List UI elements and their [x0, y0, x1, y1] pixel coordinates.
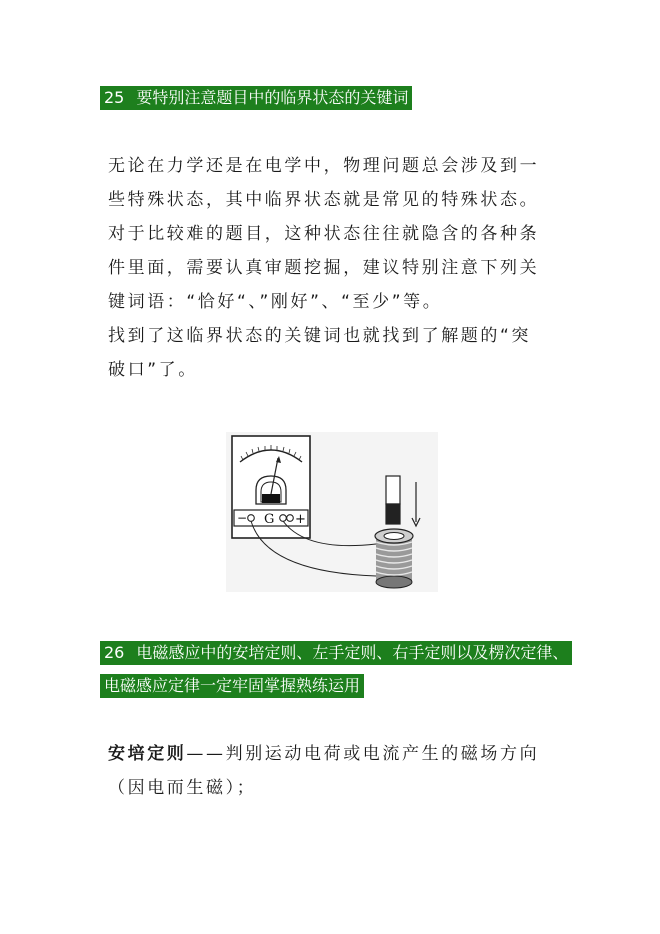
meter-magnet-block — [262, 494, 280, 503]
bar-magnet-top — [386, 476, 400, 504]
rule-line-2: （因电而生磁）； — [108, 778, 257, 798]
plus-label: + — [295, 512, 306, 527]
paragraph-line: 破口”了。 — [108, 360, 198, 380]
paragraph-line: 对于比较难的题目，这种状态往往就隐含的各种条 — [108, 224, 540, 244]
section-26-paragraph — [108, 737, 578, 805]
plus-terminal-left — [280, 515, 287, 522]
section-25-paragraph — [108, 149, 578, 387]
bar-magnet-bottom — [386, 504, 400, 524]
paragraph-line: 键词语：“恰好“、”刚好”、“至少”等。 — [108, 292, 443, 312]
galvanometer-coil-figure — [226, 432, 438, 592]
paragraph-line: 找到了这临界状态的关键词也就找到了解题的“突 — [108, 326, 532, 346]
plus-terminal — [287, 515, 294, 522]
paragraph-line: 些特殊状态，其中临界状态就是常见的特殊状态。 — [108, 190, 540, 210]
section-26-number: 26 — [104, 643, 125, 662]
coil — [375, 529, 413, 588]
section-26-title-line2: 电磁感应定律一定牢固掌握熟练运用 — [104, 676, 361, 695]
section-26-heading-line2 — [100, 674, 364, 698]
rule-term: 安培定则 — [108, 744, 187, 764]
section-26-heading — [100, 641, 572, 665]
minus-terminal — [248, 515, 255, 522]
galvanometer-label: G — [264, 512, 275, 527]
rule-line — [108, 737, 578, 771]
section-25-title: 要特别注意题目中的临界状态的关键词 — [136, 88, 409, 107]
paragraph-line: 无论在力学还是在电学中，物理问题总会涉及到一 — [108, 156, 540, 176]
minus-label: − — [237, 511, 248, 525]
figure-drawing — [226, 432, 438, 592]
section-25-heading — [100, 86, 412, 110]
rule-description: ——判别运动电荷或电流产生的磁场方向 — [186, 744, 540, 764]
section-25-number: 25 — [104, 88, 125, 107]
section-26-title-line1: 电磁感应中的安培定则、左手定则、右手定则以及楞次定律、 — [136, 643, 569, 662]
paragraph-line: 件里面，需要认真审题挖掘，建议特别注意下列关 — [108, 258, 540, 278]
